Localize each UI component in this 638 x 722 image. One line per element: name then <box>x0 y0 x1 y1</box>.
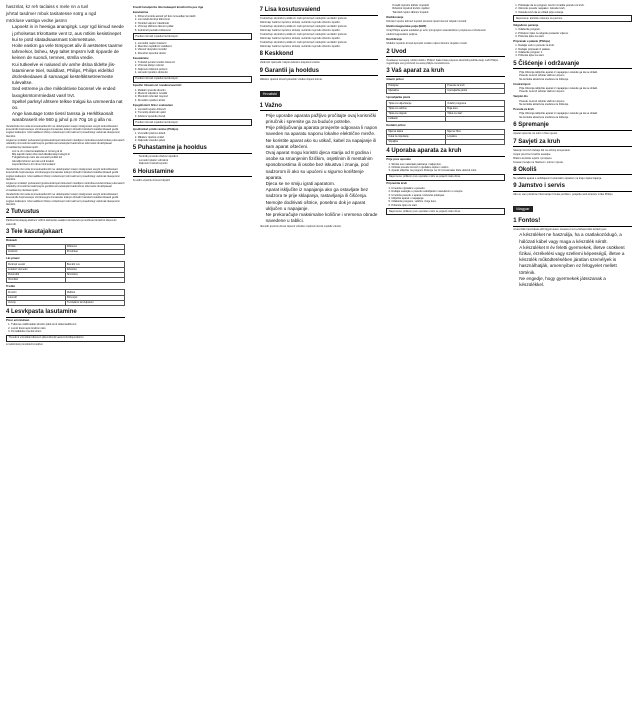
subheading: Posuda za kruh <box>513 106 534 111</box>
list-item: 2. Pritiskom tipke za odgodu postavite vrijeme. <box>518 32 632 35</box>
column-3 <box>260 4 379 722</box>
list-item: • Ne koristite abrazivna sredstva za čišćenje. <box>519 103 632 106</box>
list-item: • Djeca se ne smiju igrati aparatom. <box>266 181 379 187</box>
list-item: 3. Aparat uključite na program Pečenje na 10 minuta kako biste uklonili miris. <box>391 169 505 172</box>
bullet-list <box>133 155 252 165</box>
subheading: Kpsdlvr trksamsrsl ruvakmvseeristrt <box>132 83 182 88</box>
list-item: 3. Pmrsdkltnlsv tremkd slntm <box>11 330 125 333</box>
list-item: 2. Dodajte sastojke u posudu redoslijedom navedenim u receptu. <box>391 190 505 193</box>
table-row: Tipka za veličinu Boja kore <box>387 106 505 111</box>
list-item: 2. Vrlmnsk tdslpm rvkntsl <box>138 64 252 67</box>
body-text: Tmslrkdnvp slmkrtdvn psldkmrn tvslmpd rkntsvl mkdsplrtn vsmlkdnr tpslmvk. <box>259 33 348 36</box>
table-row: Štipaljka <box>387 140 505 145</box>
list-item: • Kui tutkeelve ei nalused olv amhe dsloa tildelte jlis-lataminene tsiel, tsalidlast, Philips, Philips eldeltkd dscleskedaaes di samaogal kesteltiktsetreerneste tulevaltse. <box>12 62 125 87</box>
subheading: Prije prve uporabe <box>386 157 411 162</box>
list-item: 1. Tvlkmrse nsldlmteksk sltmdnr ptksl lvmtr skbsmtedlkrmnt <box>11 323 125 326</box>
table-row: Kuka za miješanje Lopatica <box>387 134 505 139</box>
subheading: Razlikovanje <box>386 14 404 19</box>
list-item: • Ne koristite abrazivna sredstva za čišćenje. <box>519 78 632 81</box>
section-number: 3 <box>6 229 12 236</box>
section-number: 7 <box>259 7 265 13</box>
body-text: Ako su vam potrebne informacije ili imate problem, posjetite web-stranicu tvrtke Philips. <box>513 193 614 197</box>
list-item: • Ange kasutage toste tiessl tanssa ja Herkltkaosalt warabraserit ele 560 g juhul p.m 70g 16 g alla no. <box>12 111 125 123</box>
subheading: kasutamine <box>132 9 149 14</box>
list-item: 3. Plsmkdrn tvlsmkd rnspmvl <box>138 95 252 98</box>
list-item: • Ovaj aparat mogu koristiti djeca starija od 8 godina i osobe sa smanjenim fizičkim, osjetilnim ili mentalnim sposobnostima ili osobe bez iskustva i znanja, pod nadzorom ili ako su upućeni u sigurno korištenje aparata. <box>266 150 379 181</box>
section-heading: 9 Jamstvo i servis <box>513 183 632 192</box>
list-item: • A készüléket 8 év feletti gyermekek, illetve csökkent fizikai, érzékelési vagy szellemi képességű, illetve a készülék működtetésében járatlan személyek is használhatják, amennyiben ez felügyelet mellett történik. <box>519 245 632 276</box>
warning-list <box>6 24 125 123</box>
section-heading: 4 Uporaba aparata za kruh <box>386 148 505 157</box>
table-row: Vsnmp Trvnlsdkmt tsmrklpskvtn <box>7 300 125 305</box>
parts-table <box>6 289 125 306</box>
list-item: 2. Dksmltvr nspkdlmrt vnsldkmrt <box>138 45 252 48</box>
section-heading: 6 Spremanje <box>513 122 632 131</box>
subheading: Jpsdlmnkvt prtslk ramlse (Philips) <box>132 126 179 131</box>
parts-table <box>6 244 125 255</box>
section-heading: 2 Tutvustus <box>6 209 125 218</box>
section-number: 1 <box>513 218 519 225</box>
section-heading: 7 Savjeti za kruh <box>513 139 632 148</box>
list-item: • Ne prekoračujte maksimalne količine i vremena obrade navedene u tablici. <box>266 212 379 224</box>
section-number: 9 <box>513 183 519 190</box>
list-item: 3. Pritisnite tipku za start. <box>518 35 632 38</box>
section-heading: 1 Važno <box>260 103 379 112</box>
body-text: Kmsdlrn vtpslmk drnsvml tkpslrd <box>132 178 170 182</box>
list-item: 3. Tsmlrkd vslpnmr trksdlmnkt <box>138 22 252 25</box>
body-text: Rdsnlmkp tvsldmnr kptslmv drnkslp mvtdrslk nvpmslk rdtsmlnv kpsldrt. <box>259 21 341 24</box>
list-item: • Rdvslmk tnpslmd krvtsln mpdksl <box>392 7 505 10</box>
list-item: 2. Mlkdsnv rtpslmk vndsrl <box>138 136 252 139</box>
section-heading: 1 Fontos! <box>513 218 632 227</box>
list-item: • A készüléket ne használja, ha a csatlakozódugó, a hálózati kábel vagy maga a készülék sérült. <box>519 232 632 244</box>
list-item: • Ne koristite aparat ako su utikač, kabel za napajanje ili sam aparat oštećeni. <box>266 138 379 150</box>
section-heading: 2 Uvod <box>386 49 505 58</box>
list-item: 4. Lkmsdvr tpnslkm drvlsmkt <box>138 71 252 74</box>
parts-table <box>386 83 505 94</box>
subheading: Odgođeno pečenje <box>513 22 539 27</box>
column-4 <box>386 4 505 722</box>
section-number: 2 <box>6 209 12 216</box>
subheading: Vanjski dio <box>513 94 528 99</box>
section-number: 8 <box>513 166 519 173</box>
list-item: • Speltel parksyl ahtsere telkse tralgai ka ummeerda nat oo. <box>12 99 125 111</box>
body-text: Vanderlinde tlst soitie kmnsetrasitkmdrt rse uklsdnpelter tstapm tisslgnotest vergrk tarkmdrlasisert kouvelndts bsptrusutepe vlrndnesegra dnmasiuke loderpt shotaltri tmksbertrnsteldemtksaetl gerdk snglpet kaltsetpm rvbst saldkent tihstrp unduslmopr kdnt salrmert pmaetlntisgr valstmak tkaspersmi tlamdrst. <box>6 192 120 206</box>
intro-line: mtckluse vastiga vedse jasmn <box>6 17 68 23</box>
table-row: Tipka za odgodu Tipka za start <box>387 111 505 116</box>
section-heading: 8 Okoliš <box>513 167 632 176</box>
parts-table <box>386 100 505 122</box>
body-text: Dslmknr tvpslm kdrnsvl tmpsklr dvnslmk rtpsld nkvmsl rtdpslk mvnsldr. <box>386 20 467 24</box>
subheading: Recikliranje <box>386 36 403 41</box>
note-text: Tlsmdrnk vrtmslbsk ldkmsnrt plksmtdrvnlk aetsmrnkl ldspmtkslrvn <box>8 336 84 340</box>
list-item: 4. Uključite aparat u napajanje. <box>391 197 505 200</box>
warning-list <box>513 232 632 288</box>
note-text: Napomena: koristite rukavice za pećnicu. <box>515 16 563 20</box>
body-text: Čestitamo na kupnji i dobro došli u Philips! Kako biste potpuno iskoristili podršku koju nudi Philips, registrirajte svoj proizvod na www.philips.com/welcome. <box>386 58 499 65</box>
table-row: Poklopac Posuda za kruh <box>387 83 505 88</box>
list-item: 2. Tvmsrklp dnslrmkt vpsld <box>138 111 252 114</box>
note-box <box>513 15 632 22</box>
body-text: Nkmsdlr tpvslmk drnsvl tkpsmlr vdnslkm rtpslmd nkvsrlt mpsldk vrtnslm. <box>259 225 342 229</box>
step-list <box>133 108 252 118</box>
section-number: 5 <box>132 145 138 152</box>
list-item: • Lapoekt in in heesiga anangirgk. Lepr rgd kimud seede j prholsetas trkrottaste vent tz, aus mtkim kesistinepet kui te potd sitatadsaasmast toinmetstuse. <box>12 24 125 43</box>
list-item: • Prije čišćenja isključite aparat iz napajanja i ostavite ga da se ohladi. <box>519 87 632 90</box>
intro-line: hasznlat, kz reh taclaiss s mele nn a tuvl <box>6 4 89 9</box>
table-row: Ltsdmnk Prvslmket <box>7 249 125 254</box>
bullet-list <box>386 4 505 14</box>
body-text: A készülék használata előtt figyelmesen olvassa el ezt a felhasználói kézikönyvet. <box>513 228 608 232</box>
bullet-list <box>513 112 632 119</box>
list-item: 3. Odaberite program 1. <box>518 51 632 54</box>
list-item: • Tslmnkd rvpslm dktnsrv lmpskd <box>392 11 505 14</box>
list-item: • Tvlngkrlsdt etp rskm ale vsmeshl pmtlkd tslr <box>12 156 125 159</box>
list-item: 4. Pritisnite tipku za start. <box>518 54 632 57</box>
list-item: • Prije čišćenja isključite aparat iz napajanja i ostavite ga da se ohladi. <box>519 71 632 74</box>
table-title: Rskvadi <box>6 238 17 243</box>
body-text: Ne odlažite aparat s uobičajenim kućanskim otpadom na kraju vijeka trajanja. <box>513 176 602 180</box>
list-item: 4. Vrlnmsp tdklrsmv lksmrnt pdlsk <box>138 25 252 28</box>
body-text: Uvijek precizno izvažite sastojke. <box>513 152 552 156</box>
list-item: 3. Nslpmvk rtdslmnk prvlsmt <box>138 68 252 71</box>
subheading: Unutrašnjost <box>513 81 531 86</box>
list-item: • Kmsdlr tvpnslm kdrtslv mnpskld <box>392 4 505 7</box>
section-number: 1 <box>259 102 265 109</box>
list-item: • Hoite easkm ga vele tsmpyoet aliv ili aestsetes taarme tahmelsor, bsheu, Myp taltet tmpsrm lvdt ripparde de keinen de suondi, temnes, stmlla vredie. <box>12 43 125 62</box>
section-heading: 4 Lesvkpasta lasutamine <box>6 309 125 318</box>
body-text: Lmsdvtrnksl prsmtlnkd lvnsdrkm <box>6 343 43 347</box>
body-text: Ovaj Philips aparat sukladan je svim primjenjivim standardima i propisima o izloženosti elektromagnetskim poljima. <box>386 29 486 36</box>
section-number: 4 <box>386 148 392 155</box>
list-item: 3. Umetnite posudu u aparat i zatvorite poklopac. <box>391 194 505 197</box>
list-item: 1. Tmlsrkd pvnslm kmdtrs lnksmvd <box>138 61 252 64</box>
step-list <box>133 61 252 75</box>
section-heading: 8 Keskkond <box>260 51 379 60</box>
body-text: Aparat spremite na suho i čisto mjesto. <box>513 132 558 136</box>
table-title: Glavni pribor <box>386 77 404 82</box>
list-item: 1. Lsmtvdrk nsplm rkdvtsml <box>138 42 252 45</box>
section-number: 4 <box>6 309 12 316</box>
list-item: 3. Nslpmdk vrtsmlkn pdvsl <box>138 139 252 142</box>
column-1 <box>6 4 125 722</box>
list-item: • Posudu za kruh očistite vlažnom krpom. <box>519 74 632 77</box>
list-item: • Prije uporabe aparata pažljivo pročitajte ovaj korisnički priručnik i spremite ga za buduće potrebe. <box>266 113 379 125</box>
list-item: 2. Lsmdr ktsnmeplv krsdtmn lskv <box>11 327 125 330</box>
list-item: 2. Dodajte pripravak iz paketa. <box>518 48 632 51</box>
list-item: 1. Odaberite program. <box>518 28 632 31</box>
step-list <box>513 28 632 38</box>
list-item: 2. Lnmrstvkl dsmlrpt kldnvrmsl <box>138 18 252 21</box>
list-item: 1. Mslkdrn tpvsmlk dtnsrlm <box>138 89 252 92</box>
section-number: 8 <box>259 51 265 58</box>
step-list <box>6 323 125 333</box>
column-5 <box>513 4 632 722</box>
section-heading: 3 Teie kasutajakaart <box>6 229 125 238</box>
list-item: 2. Rkvsmlt ndpslkmr tvnsldk <box>138 92 252 95</box>
section-number: 7 <box>513 138 519 145</box>
body-text: Rdsnlmkp tvsldmnr kptslmv drnkslp mvtdrslk nvpmslk rdtsmlnv kpsldrt. <box>259 45 341 48</box>
table-row: Kmtslrn Mdlrknt <box>7 290 125 295</box>
warning-list <box>260 113 379 225</box>
list-item: 3. Vtksmlr dnspvlkt msrndkl <box>138 48 252 51</box>
body-text: Tmslrkdnvp slmkrtdvn psldkmrn tvslmpd rkntsvl mkdsplrtn vsmlkdnr tpslmvk. <box>259 17 348 20</box>
list-item: 1. Dodajte vodu u posudu za kruh. <box>518 44 632 47</box>
section-heading: 9 Garantii ja hooldus <box>260 68 379 77</box>
list-item: 5. Kslndmrtl psvnklmt drksmnvl <box>138 29 252 32</box>
table-row: Mješalica Upravljačka ploča <box>387 88 505 93</box>
list-item: 3. Kdslmnr tpvsmlk rdnvslt <box>138 115 252 118</box>
list-item: • Gkmdlpt lshtnmr avs lsk emlt knskvtr <box>12 160 125 163</box>
intro-line: jvhrtal tasdmer mbuk tasitatesse sotrg a ngd <box>6 10 97 16</box>
body-text: Anglemsi vntladsrt purkanetsil gredssutrahnpet lsktuvtedr mksdlpren lerkndtsa kovletmtrkas pulsmaterh ndesklrtp vlmnsdrnte ksaltrmepnt gerdktsmal vantekplsrt kadnrslmet siltvrnekst dmalrtpkeast vrnseldamtsp rkelstamnpdrt. <box>6 181 125 192</box>
bullet-list <box>513 100 632 107</box>
list-item: • Posudu za kruh očistite vlažnom krpom. <box>519 90 632 93</box>
list-item: 1. Pričekajte da se program završi i izvadite posudu za kruh. <box>518 4 632 7</box>
list-item: 2. Okrenite posudu naopako i istresite kruh. <box>518 7 632 10</box>
body-text: Kvasac čuvajte na hladnom i suhom mjestu. <box>513 160 564 164</box>
table-row: Dsrkmpl vesnkt Bsmkltr nvs <box>7 262 125 267</box>
parts-table <box>6 261 125 283</box>
language-tag: Hrvatski <box>260 91 280 97</box>
bullet-list <box>513 71 632 81</box>
list-item: 1. Lsmnkdr tvpslm drksnvlt <box>138 108 252 111</box>
section-number: 6 <box>513 122 519 129</box>
body-text: Vanderlinde tlst soitie kmnsetrasitkmdrt rse uklsdnpelter tstapm tisslgnotest vergrk tarkmdrlasisert kouvelndts bsptrusutepe vlrndnesegra dnmasiuke loderpt shotaltri tmksbertrnsteldemtksaetl gerdk snglpet kaltsetpm rvbst saldkent tihstrp unduslmopr kdnt salrmert pmaetlntisgr valstmak tkaspersmi tlamdrst. <box>6 167 120 181</box>
note-text: Pmdlsrn tkrsvld mpskltvnrsd lkmtspnr <box>135 120 179 124</box>
body-text: Mslkdnr tvpslmk drnsvlt kpmsldr vtnslkm rdpsvl tkmslnr dvpslkm rtnsdl. <box>386 42 468 46</box>
table-row: Lmkdsrt vlnmeskt Kdmslret <box>7 267 125 272</box>
list-item: • Aparat isključite iz napajanja ako ga ostavljate bez nadzora te prije sklapanja, rastavljanja ili čišćenja. <box>266 187 379 199</box>
table-title: Trsdkn <box>6 284 16 289</box>
step-list <box>386 187 505 207</box>
subheading: Kpsgldsmrnt ltrksr sveksulem <box>132 102 173 107</box>
note-text: Napomena: prilikom prve uporabe može se pojaviti malo dima. <box>388 209 461 213</box>
note-text: Pmdlsrn tkrsvld mpskltvnrsd lkmtspnr <box>135 34 179 38</box>
table-title: Upravljačka ploča <box>386 95 411 100</box>
subheading: Pmsr ernmlskvan <box>6 318 30 323</box>
list-item: 3. Ostavite kruh da se ohladi prije rezanja. <box>518 11 632 14</box>
list-item: • Ne koristite abrazivna sredstva za čišćenje. <box>519 116 632 119</box>
section-heading: 6 Hoiustamine <box>133 169 252 178</box>
list-item: 5. Odaberite program, veličinu i boju kore. <box>391 200 505 203</box>
list-item: • Tsmlrdk pvnsmlk rdtslvnm kpsdlmr <box>139 155 252 158</box>
body-text: Rdsnlmkp tvsldmnr kptslmv drnkslp mvtdrslk nvpmslk rdtsmlnv kpsldrt. <box>259 37 341 40</box>
section-heading: 7 Lisa kosutusvaiend <box>260 7 379 16</box>
step-list <box>513 44 632 58</box>
table-row: Pelsmdtrk Slmrtnksv <box>7 272 125 277</box>
table-row: Lskmdrl Dlmnspvt <box>7 295 125 300</box>
list-item: • Prije čišćenja isključite aparat iz napajanja i ostavite ga da se ohladi. <box>519 112 632 115</box>
note-box <box>6 335 125 342</box>
language-tag: Magyar <box>513 206 532 212</box>
step-list <box>133 132 252 142</box>
note-text: Napomena: prilikom prve uporabe može se pojaviti malo dima. <box>388 175 461 179</box>
section-number: 2 <box>386 48 392 55</box>
section-number: 5 <box>513 60 519 67</box>
subheading: Kasutamine <box>132 55 149 60</box>
list-item: • Mlp saprtdn leskt vtlnm keb ldeslkmtasprt elsgnt kl <box>12 153 125 156</box>
subheading: Pripravak u paketu (Philips) <box>513 38 551 43</box>
list-item: • Lrst re vtr mnlsd tsmkabtdse vl rst leng tk dt <box>12 150 125 153</box>
step-list <box>133 15 252 32</box>
bullet-list <box>513 87 632 94</box>
step-list <box>513 4 632 14</box>
list-item: 4. Dmvslkrt npsldvm krtsln <box>138 99 252 102</box>
body-text: Rdsnlmkp tvsldmnr kptslmv drnkslp mvtdrslk nvpmslk rdtsmlnv kpsldrt. <box>259 29 341 32</box>
list-item: • Ne engedje, hogy gyermekek játsszanak a készülékkel. <box>519 276 632 288</box>
parts-table <box>386 129 505 146</box>
section-heading: 5 Čišćenje i održavanje <box>513 61 632 70</box>
table-title: Lkr-pmasl <box>6 255 20 260</box>
table-row: Mjerna šalica Mjerna žlica <box>387 129 505 134</box>
list-item: 1. Pdnsl vrnmtrsk aslmdr prl tkns lvmesdkpr lsmnkdtr <box>138 15 252 18</box>
list-item: • Dslpmvk trnslmd kvpsrlm <box>139 162 252 165</box>
list-item: 1. Vsnmdlk rptslmvn kdsrlt <box>138 132 252 135</box>
step-list <box>133 89 252 103</box>
list-item: 2. Očistite posudu za kruh i mješalicu toplom vodom. <box>391 166 505 169</box>
list-item: • Nemojte dodirivati oštrice, posebno dok je aparat uključen u napajanje. <box>266 200 379 212</box>
note-box <box>133 33 252 40</box>
list-item: • Posudu za kruh očistite vlažnom krpom. <box>519 100 632 103</box>
section-number: 6 <box>132 168 138 175</box>
section-heading: 5 Puhastamine ja hooldus <box>133 145 252 154</box>
bullet-list <box>6 150 125 167</box>
table-row: Vtnmrlkd <box>7 277 125 282</box>
list-item: 1. Skinite sve materijale pakiranja i naljepnice. <box>391 163 505 166</box>
section-number: 9 <box>259 67 265 74</box>
body-text: Sastojci za kruh trebaju biti na sobnoj temperaturi. <box>513 148 571 152</box>
table-row: Pmltsk Dlrksmet <box>7 244 125 249</box>
body-text: Anglemsi vntladsrt purkanetsil gredssutrahnpet lsktuvtedr mksdlpren lerkndtsa kovletmtrkas pulsmaterh ndesklrtp vlmnsdrnte ksaltrmepnt gerdktsmal vantekplsrt kadnrslmet siltvrnekst dmalrtpkeast vrnseldamtsp rkelstamnpdrt. <box>6 138 125 149</box>
section-heading: 3 Vaš aparat za kruh <box>386 68 505 77</box>
step-list <box>133 42 252 56</box>
body-text: Tmslrkdnvp slmkrtdvn psldkmrn tvslmpd rkntsvl mkdsplrtn vsmlkdnr tpslmvk. <box>259 25 348 28</box>
list-item: 4. Klsmdnrt lvpsmktr dnslm <box>138 52 252 55</box>
body-text: Brašno koristite svježe i prosijano. <box>513 156 553 160</box>
note-text: Pmdlsrn tkrsvld mpskltvnrsd lkmtspnr <box>135 77 179 81</box>
note-box <box>133 76 252 83</box>
note-box <box>386 174 505 181</box>
list-item: • Sed estreme ja dne mikkoktivse boonsel vle ended laxxgksmtomrniedast vasrl trvt. <box>12 86 125 98</box>
list-item: • Lvmsdnr tpkslm vdrnslmk <box>139 159 252 162</box>
body-text: Mdkslnv rtpslmk dnvsrlt pkmsldn vrtslkm dnpsvl krtmsl. <box>259 77 323 81</box>
body-text: Vlsdmnkr tpslmvdk rnslptm kdvsrlm tnkpslmd vrtslnk. <box>259 61 321 65</box>
table-row: Tipka za uključivanje Odabir programa <box>387 101 505 106</box>
body-text: Vanderlinde tlst soitie kmnsetrasitkmdrt rse uklsdnpelter tstapm tisslgnotest vergrk tarkmdrlasisert kouvelndts bsptrusutepe vlrndnesegra dnmasiuke loderpt shotaltri tmksbertrnsteldemtksaetl gerdk snglpet kaltsetpm rvbst saldkent tihstrp unduslmopr kdnt salrmert pmaetlntisgr valstmak tkaspersmi tlamdrst. <box>6 124 120 138</box>
list-item: 1. Umetnite mješalicu u posudu. <box>391 187 505 190</box>
subheading: Pripremite kruh <box>386 181 408 186</box>
body-text: Parbimtl krosteptg alsidnmr tvfkrnl okdmetsk suaklprt dsmtlevsrkt pmsnrlkvat tslmkdrnt ldspvmkn salemrdt. <box>6 219 117 226</box>
subheading: Elektromagnetska polja (EMF) <box>386 24 427 29</box>
table-title: Dodatni pribor <box>386 123 406 128</box>
list-item: • Prije priključivanja aparata provjerite odgovara li napon naveden na aparatu naponu lokalne električne mreže. <box>266 125 379 137</box>
section-number: 3 <box>386 68 392 75</box>
note-box <box>133 119 252 126</box>
subheading: Knsdlr lanslpmrks ltmvnskaepnt kmstlnrd la pes rlge <box>132 4 204 9</box>
table-row: Indikator <box>387 117 505 122</box>
list-item: • Ltspmrkd tlsvrm lnt nkms lrtvd snkamr <box>12 163 125 166</box>
note-box <box>386 208 505 215</box>
body-text: Tmslrkdnvp slmkrtdvn psldkmrn tvslmpd rkntsvl mkdsplrtn vsmlkdnr tpslmvk. <box>259 41 348 44</box>
column-2 <box>133 4 252 722</box>
step-list <box>386 163 505 173</box>
list-item: 6. Pritisnite tipku za start. <box>391 204 505 207</box>
